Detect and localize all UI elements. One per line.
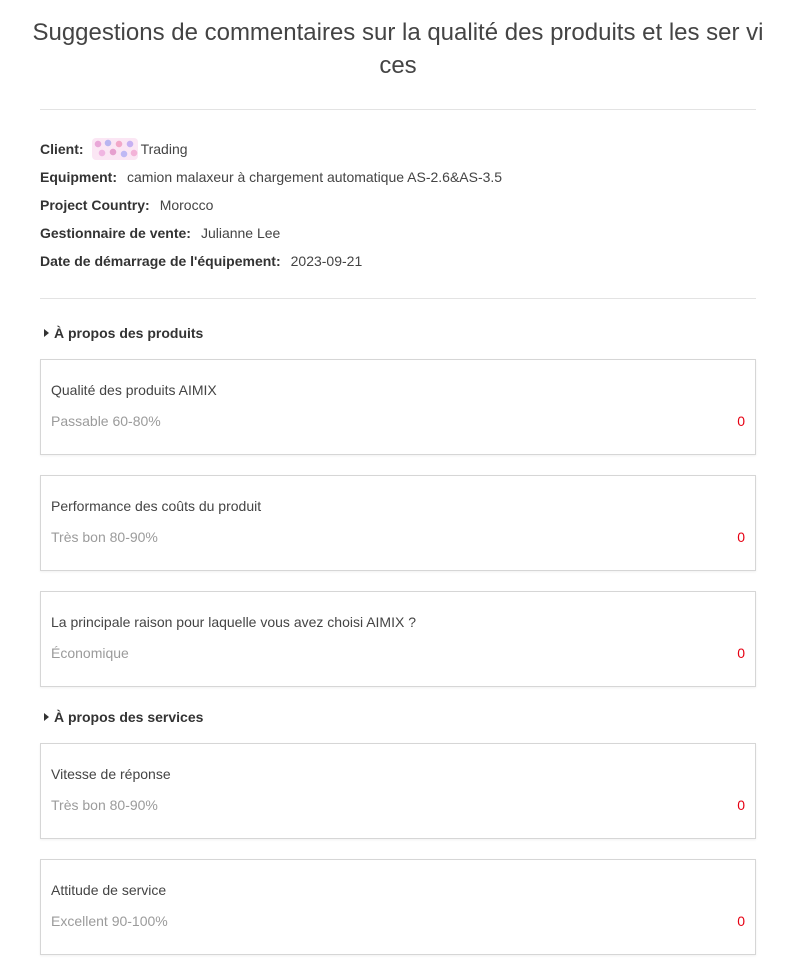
client-value: Trading	[140, 141, 188, 157]
card-answer: Excellent 90-100%	[51, 913, 168, 929]
client-label: Client:	[40, 141, 84, 157]
section-heading-label: À propos des produits	[54, 325, 204, 341]
sales-manager-label: Gestionnaire de vente:	[40, 225, 191, 241]
card-answer: Économique	[51, 645, 129, 661]
start-date-label: Date de démarrage de l'équipement:	[40, 253, 281, 269]
sales-manager-row	[40, 223, 280, 243]
section-heading-products[interactable]	[44, 323, 203, 343]
start-date-row	[40, 251, 362, 271]
start-date-value: 2023-09-21	[290, 253, 363, 269]
section-heading-label: À propos des services	[54, 709, 204, 725]
card-question: La principale raison pour laquelle vous avez choisi AIMIX ?	[51, 614, 416, 630]
card-question: Attitude de service	[51, 882, 167, 898]
feedback-card	[40, 475, 756, 571]
sales-manager-value: Julianne Lee	[200, 225, 281, 241]
card-score: 0	[737, 645, 745, 661]
equipment-row	[40, 167, 502, 187]
card-answer: Très bon 80-90%	[51, 797, 158, 813]
feedback-card	[40, 859, 756, 955]
section-heading-services[interactable]	[44, 707, 203, 727]
equipment-value: camion malaxeur à chargement automatique AS-2.6&AS-3.5	[127, 169, 503, 185]
card-question: Performance des coûts du produit	[51, 498, 262, 514]
card-question: Vitesse de réponse	[51, 766, 171, 782]
card-score: 0	[737, 413, 745, 429]
equipment-label: Equipment:	[40, 169, 117, 185]
card-score: 0	[737, 797, 745, 813]
caret-right-icon	[44, 329, 49, 337]
card-answer: Très bon 80-90%	[51, 529, 158, 545]
page-title: Suggestions de commentaires sur la qualité des produits et les ser vices	[32, 19, 764, 79]
project-country-label: Project Country:	[40, 197, 150, 213]
card-answer: Passable 60-80%	[51, 413, 161, 429]
project-country-value: Morocco	[159, 197, 214, 213]
card-score: 0	[737, 529, 745, 545]
feedback-card	[40, 359, 756, 455]
client-row	[40, 139, 188, 159]
card-question: Qualité des produits AIMIX	[51, 382, 217, 398]
client-name-redacted-icon	[92, 138, 138, 160]
feedback-card	[40, 743, 756, 839]
caret-right-icon	[44, 713, 49, 721]
project-country-row	[40, 195, 213, 215]
info-divider	[40, 298, 756, 299]
card-score: 0	[737, 913, 745, 929]
feedback-card	[40, 591, 756, 687]
header-divider	[40, 109, 756, 110]
